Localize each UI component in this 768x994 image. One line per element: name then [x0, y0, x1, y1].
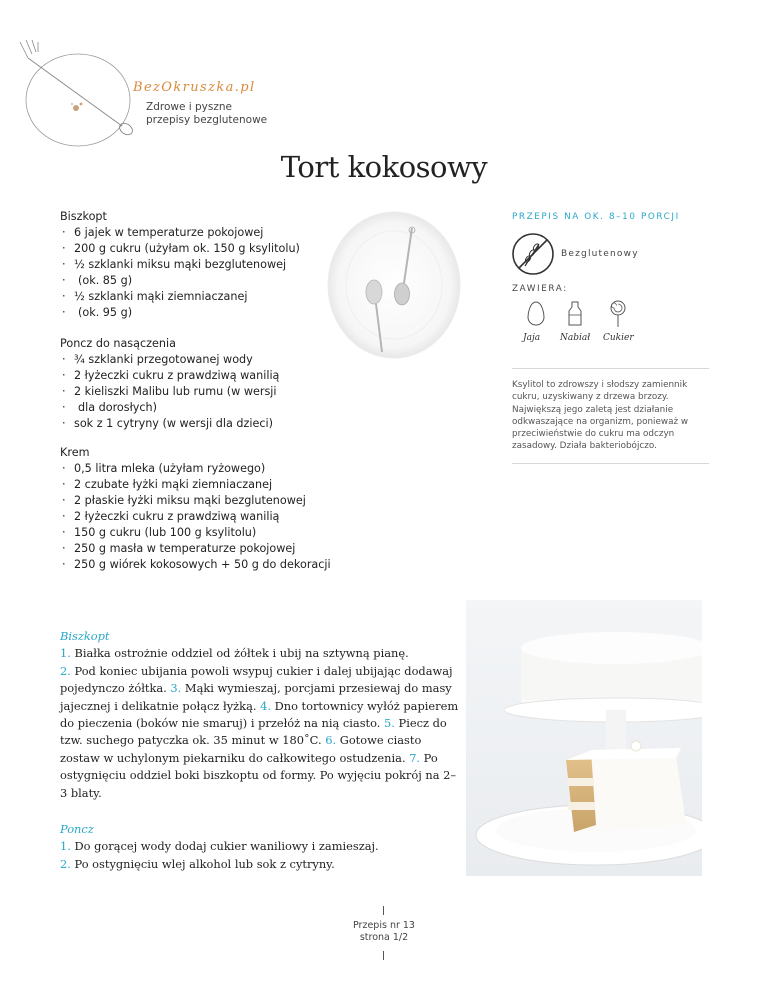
step-text: Pod koniec ubijania powoli wsypuj cukier i dalej ubijając dodawaj pojedynczo żółtka. [60, 663, 453, 696]
step-text: Dno tortownicy wyłóż papierem do pieczenia (boków nie smaruj) i przełóż na nią ciasto. [60, 698, 459, 731]
step-text: Piecz do tzw. suchego patyczka ok. 35 minut w 180˚C. [60, 716, 447, 748]
allergen-label-eggs: Jaja [523, 333, 541, 343]
xylitol-note: Ksylitol to zdrowszy i słodszy zamiennik cukru, uzyskiwany z drzewa brzozy. Największą jego zaletą jest działanie odkwaszające na organizm, ponieważ w przeciwieństwie do cukru ma odczyn zasadowy. Działa bakteriobójczo. [512, 380, 689, 452]
step-number: 3. [170, 681, 182, 696]
logo-graphic [14, 38, 144, 148]
ingredient-item: · ¾ szklanki przegotowanej wody [60, 352, 279, 368]
ingredient-item: · 6 jajek w temperaturze pokojowej [60, 225, 300, 241]
contains-heading: ZAWIERA: [512, 284, 568, 294]
instructions-heading: Poncz [60, 822, 94, 836]
step-text: Do gorącej wody dodaj cukier waniliowy i zamieszaj. [70, 839, 379, 854]
step-number: 2. [60, 663, 71, 678]
instructions-paragraph [60, 838, 460, 873]
coconut-cake-photo [466, 600, 702, 876]
ingredient-item: · 200 g cukru (użyłam ok. 150 g ksylitolu) [60, 241, 300, 257]
allergen-label-dairy: Nabiał [560, 333, 591, 343]
instructions-paragraph [60, 645, 460, 802]
step-text: Po ostygnięciu oddziel boki biszkoptu od formy. Po wyjęciu pokrój na 2–3 blaty. [60, 750, 457, 800]
ingredient-item-continued: · (ok. 95 g) [60, 305, 300, 321]
divider [512, 463, 709, 464]
step-number: 1. [60, 839, 71, 854]
ingredient-item: · ½ szklanki miksu mąki bezglutenowej [60, 257, 300, 273]
instructions-biszkopt [60, 628, 460, 802]
ingredient-item: · 150 g cukru (lub 100 g ksylitolu) [60, 525, 331, 541]
step-text: Mąki wymieszaj, porcjami przesiewaj do masy jajecznej i delikatnie połącz łyżką. [60, 681, 452, 713]
footer-divider [383, 951, 384, 960]
lollipop-icon [609, 300, 627, 328]
instructions-poncz [60, 821, 460, 873]
ingredients-heading: Biszkopt [60, 210, 107, 223]
step-text: Po ostygnięciu wlej alkohol lub sok z cytryny. [70, 856, 335, 871]
ingredient-item: · 2 łyżeczki cukru z prawdziwą wanilią [60, 509, 331, 525]
ingredients-biszkopt [60, 209, 300, 321]
egg-icon [527, 300, 545, 326]
recipe-title: Tort kokosowy [280, 150, 488, 184]
recipe-number: Przepis nr 13 [353, 920, 415, 931]
step-number: 7. [409, 750, 421, 765]
ingredient-item: · 2 kieliszki Malibu lub rumu (w wersji [60, 384, 279, 400]
instructions-heading: Biszkopt [60, 629, 110, 643]
gluten-free-label: Bezglutenowy [561, 249, 639, 259]
ingredient-item: · 2 czubate łyżki mąki ziemniaczanej [60, 477, 331, 493]
ingredient-item: · 2 łyżeczki cukru z prawdziwą wanilią [60, 368, 279, 384]
step-number: 1. [60, 646, 71, 661]
ingredients-krem [60, 445, 331, 573]
divider [512, 368, 709, 369]
ingredient-item-continued: · dla dorosłych) [60, 400, 279, 416]
tagline-line: przepisy bezglutenowe [146, 114, 268, 126]
ingredient-item: · 0,5 litra mleka (użyłam ryżowego) [60, 461, 331, 477]
step-number: 5. [384, 716, 395, 731]
ingredients-heading: Krem [60, 446, 90, 459]
page-footer [0, 920, 768, 944]
ingredient-item-continued: · (ok. 85 g) [60, 273, 300, 289]
tagline-line: Zdrowe i pyszne [146, 101, 232, 113]
brand-tagline [146, 101, 267, 127]
ingredients-heading: Poncz do nasączenia [60, 337, 176, 350]
milk-bottle-icon [567, 300, 583, 326]
allergen-label-sugar: Cukier [603, 333, 634, 343]
ingredient-item: · 2 płaskie łyżki miksu mąki bezglutenowej [60, 493, 331, 509]
page-number: strona 1/2 [359, 932, 409, 943]
gluten-free-icon [511, 232, 555, 276]
ingredient-item: · 250 g masła w temperaturze pokojowej [60, 541, 331, 557]
step-text: Gotowe ciasto zostaw w uchylonym piekarniku do całkowitego ostudzenia. [60, 733, 422, 765]
ingredient-item: · ½ szklanki mąki ziemniaczanej [60, 289, 300, 305]
ingredients-poncz [60, 336, 279, 432]
step-number: 6. [325, 733, 337, 748]
ingredient-item: · 250 g wiórek kokosowych + 50 g do dekoracji [60, 557, 331, 573]
brand-name: BezOkruszka.pl [133, 80, 256, 95]
step-number: 4. [260, 698, 271, 713]
ingredient-item: · sok z 1 cytryny (w wersji dla dzieci) [60, 416, 279, 432]
footer-divider [383, 906, 384, 915]
plate-with-spoons-image [326, 210, 462, 360]
step-number: 2. [60, 856, 71, 871]
servings-label: PRZEPIS NA OK. 8–10 PORCJI [512, 212, 680, 222]
step-text: Białka ostrożnie oddziel od żółtek i ubij na sztywną pianę. [70, 646, 409, 661]
